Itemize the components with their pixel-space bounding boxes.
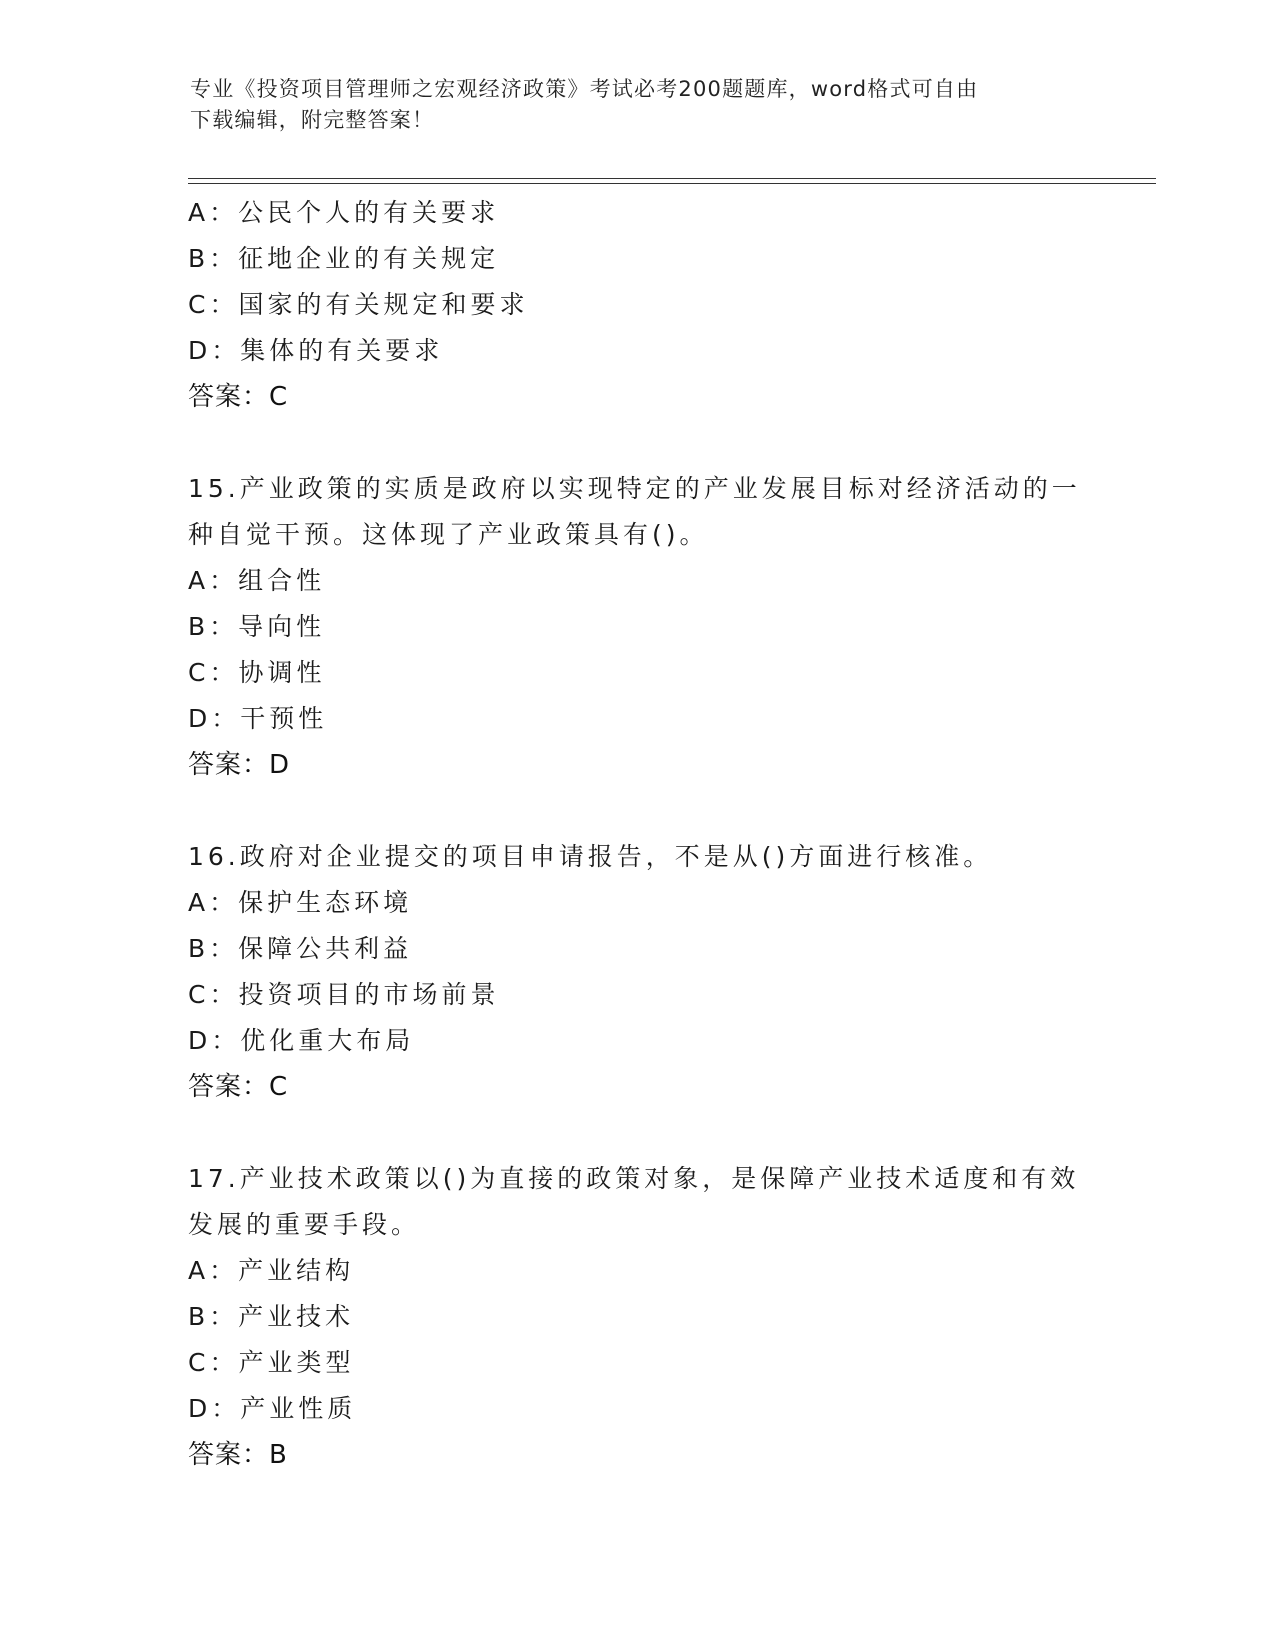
answer-line: 答案：B bbox=[188, 1440, 288, 1470]
question-block-16 bbox=[188, 834, 1088, 1110]
option-d: D：干预性 bbox=[188, 704, 328, 733]
option-a: A：产业结构 bbox=[188, 1256, 355, 1285]
question-stem-line-2: 发展的重要手段。 bbox=[188, 1210, 421, 1239]
question-block-15 bbox=[188, 466, 1088, 788]
option-d: D：集体的有关要求 bbox=[188, 336, 444, 365]
option-a: A：保护生态环境 bbox=[188, 888, 413, 917]
option-c: C：投资项目的市场前景 bbox=[188, 980, 500, 1009]
header-line-2: 下载编辑，附完整答案！ bbox=[190, 108, 435, 132]
option-a: A：公民个人的有关要求 bbox=[188, 198, 500, 227]
option-c: C：协调性 bbox=[188, 658, 326, 687]
question-block-17 bbox=[188, 1156, 1088, 1478]
question-stem-line-1: 15.产业政策的实质是政府以实现特定的产业发展目标对经济活动的一 bbox=[188, 474, 1081, 503]
option-b: B：征地企业的有关规定 bbox=[188, 244, 500, 273]
question-list bbox=[188, 190, 1088, 1478]
option-b: B：导向性 bbox=[188, 612, 326, 641]
answer-line: 答案：C bbox=[188, 382, 289, 412]
header-divider-bottom bbox=[188, 183, 1156, 184]
option-b: B：保障公共利益 bbox=[188, 934, 413, 963]
option-c: C：产业类型 bbox=[188, 1348, 355, 1377]
option-b: B：产业技术 bbox=[188, 1302, 355, 1331]
option-a: A：组合性 bbox=[188, 566, 326, 595]
question-block-partial bbox=[188, 190, 1088, 420]
document-header bbox=[190, 74, 1090, 136]
header-divider-top bbox=[188, 178, 1156, 179]
question-stem-line-1: 17.产业技术政策以()为直接的政策对象，是保障产业技术适度和有效 bbox=[188, 1164, 1080, 1193]
question-stem-line-1: 16.政府对企业提交的项目申请报告，不是从()方面进行核准。 bbox=[188, 842, 993, 871]
answer-line: 答案：D bbox=[188, 750, 291, 780]
header-line-1: 专业《投资项目管理师之宏观经济政策》考试必考200题题库，word格式可自由 bbox=[190, 77, 979, 101]
option-c: C：国家的有关规定和要求 bbox=[188, 290, 529, 319]
option-d: D：优化重大布局 bbox=[188, 1026, 415, 1055]
question-stem-line-2: 种自觉干预。这体现了产业政策具有()。 bbox=[188, 520, 709, 549]
answer-line: 答案：C bbox=[188, 1072, 289, 1102]
option-d: D：产业性质 bbox=[188, 1394, 357, 1423]
